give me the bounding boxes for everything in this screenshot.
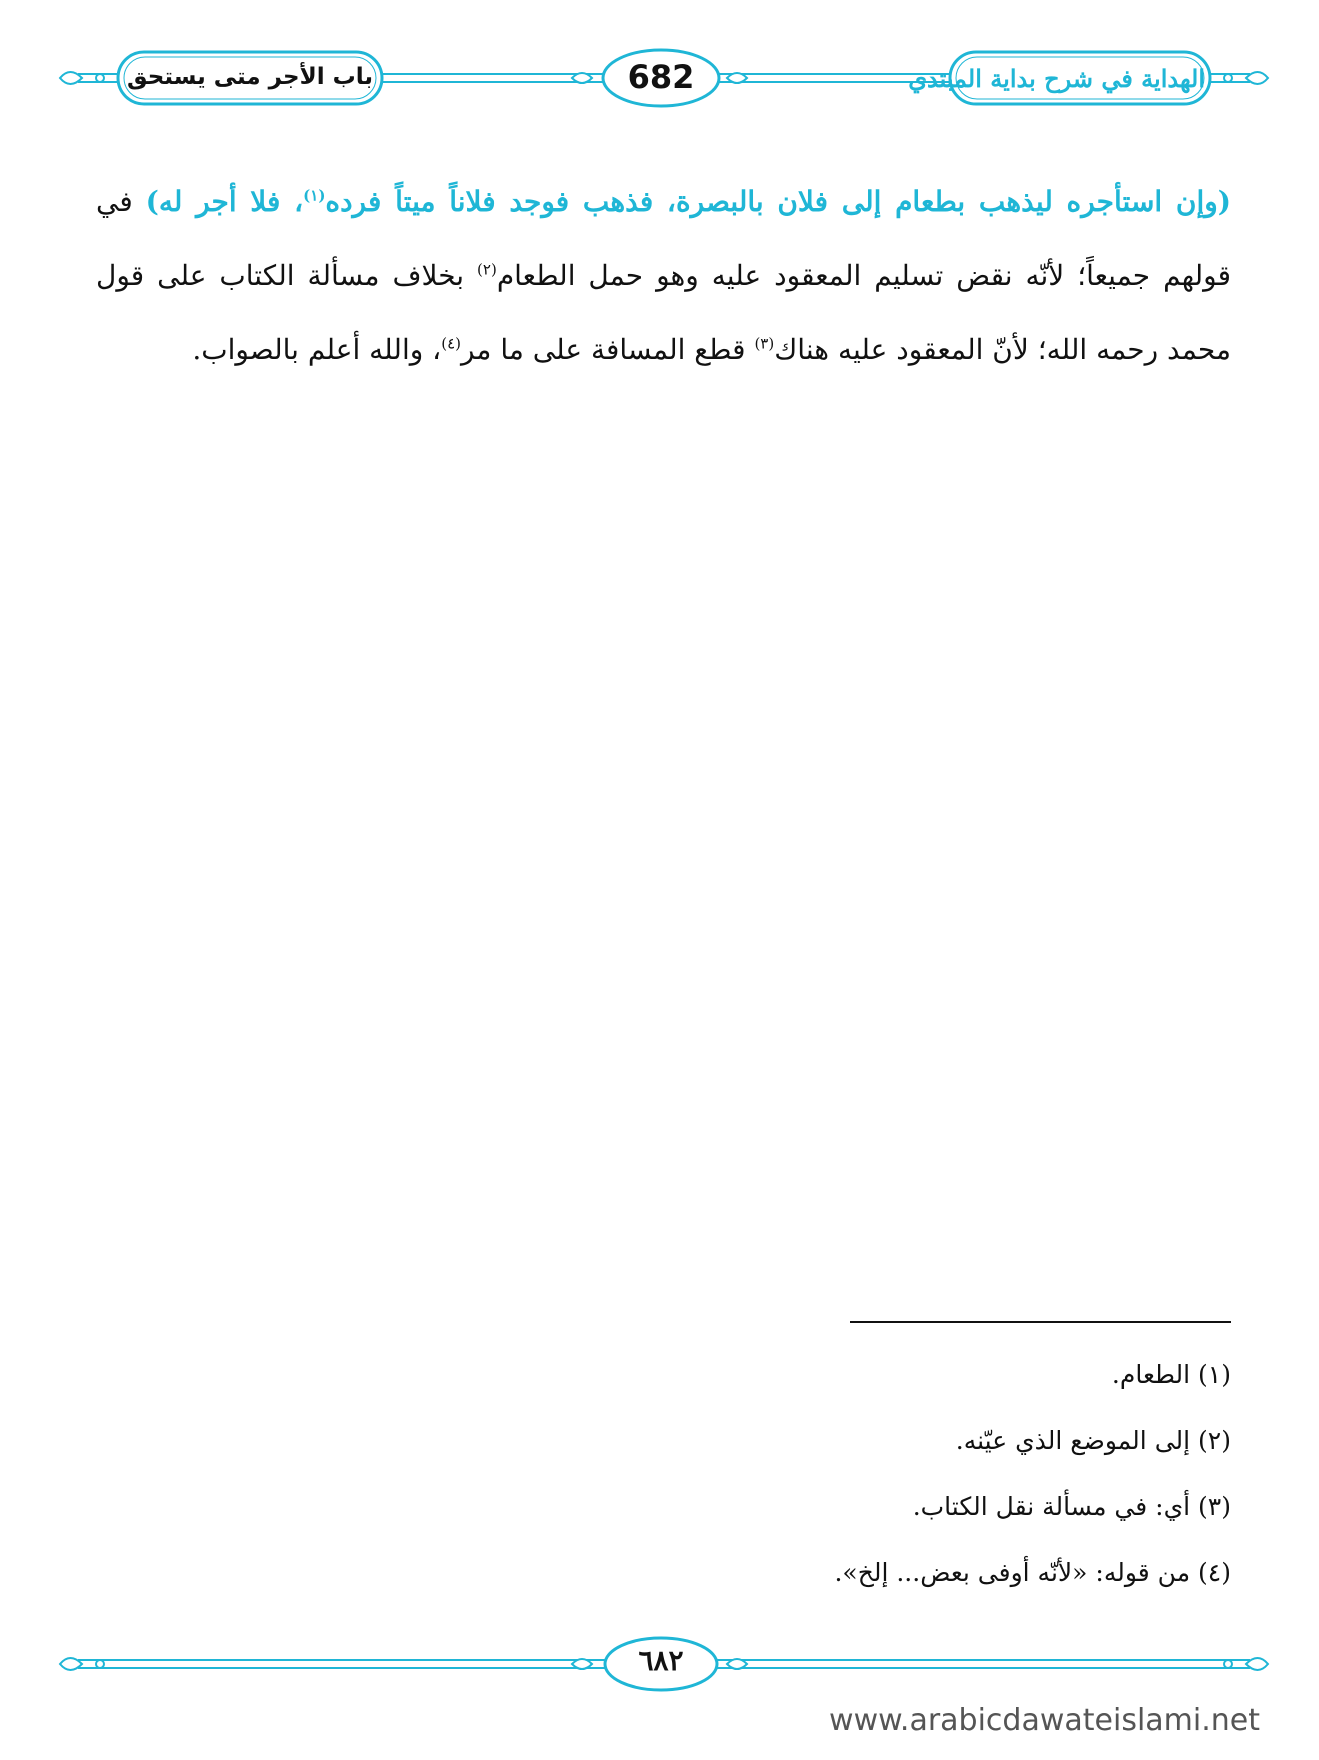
page-number-bottom: ٦٨٢ bbox=[638, 1644, 684, 1677]
commentary-part-4: ، والله أعلم بالصواب. bbox=[192, 333, 442, 366]
quoted-text bbox=[146, 185, 1231, 218]
commentary-part-3: قطع المسافة على ما مر bbox=[460, 333, 755, 366]
footnote-4: (٤) من قوله: «لأنّه أوفى بعض... إلخ». bbox=[834, 1558, 1231, 1587]
commentary-part-1: في قولهم جميعاً؛ لأنّه نقض تسليم المعقود عليه وهو حمل الطعام bbox=[96, 185, 1231, 292]
quote-closing: ، فلا أجر له) bbox=[145, 185, 304, 218]
footnote-1: (١) الطعام. bbox=[1111, 1360, 1231, 1389]
footnote-ref-3[interactable]: (٣) bbox=[754, 334, 775, 353]
footnotes bbox=[96, 1355, 1231, 1619]
footnote-ref-1[interactable]: (١) bbox=[303, 186, 326, 205]
watermark-url: www.arabicdawateislami.net bbox=[829, 1703, 1260, 1738]
page-header bbox=[0, 0, 1319, 140]
footnote-2: (٢) إلى الموضع الذي عيّنه. bbox=[955, 1426, 1231, 1455]
page-number-top: 682 bbox=[627, 58, 695, 96]
commentary-part-2: بخلاف مسألة الكتاب على قول محمد رحمه الله؛ لأنّ المعقود عليه هناك bbox=[96, 259, 1231, 366]
footnote-ref-4[interactable]: (٤) bbox=[441, 334, 461, 353]
footnote-3: (٣) أي: في مسألة نقل الكتاب. bbox=[912, 1492, 1231, 1521]
footnote-ref-2[interactable]: (٢) bbox=[477, 260, 497, 279]
main-text bbox=[96, 165, 1231, 387]
quote-opening: (وإن استأجره ليذهب بطعام إلى فلان بالبصرة، فذهب فوجد فلاناً ميتاً فرده bbox=[325, 185, 1232, 218]
footnote-separator bbox=[850, 1321, 1231, 1323]
book-title: الهداية في شرح بداية المبتدي bbox=[908, 64, 1205, 93]
section-title: باب الأجر متى يستحق bbox=[127, 64, 373, 90]
page-footer bbox=[0, 1630, 1319, 1760]
